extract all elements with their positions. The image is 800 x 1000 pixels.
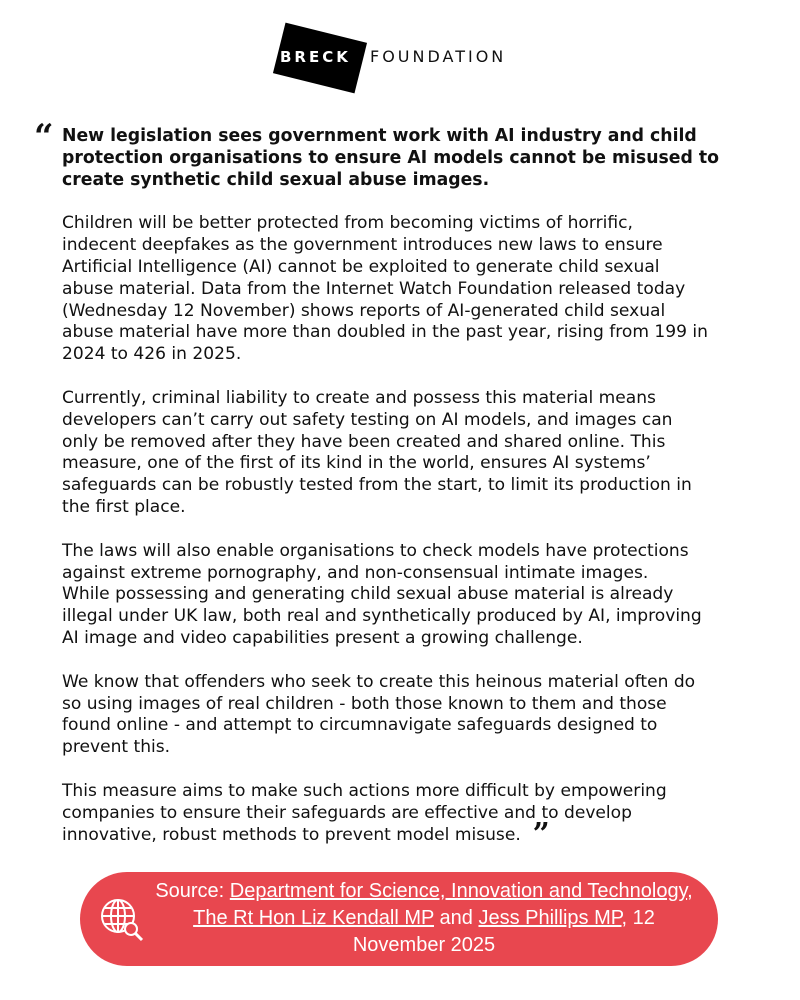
paragraph-line (62, 432, 767, 454)
paragraph-line (62, 497, 767, 519)
paragraph-line-text: developers can’t carry out safety testing on AI models, and images can (62, 409, 673, 430)
heading-line: New legislation sees government work with AI industry and child (62, 126, 697, 146)
paragraph-line (62, 388, 767, 410)
paragraph-line-text: safeguards can be robustly tested from the start, to limit its production in (62, 475, 692, 496)
source-date: , 12 November 2025 (352, 907, 655, 956)
paragraph-line-text: companies to ensure their safeguards are effective and to develop (62, 802, 632, 823)
paragraph (62, 388, 772, 519)
paragraph-line-text: illegal under UK law, both real and synthetically produced by AI, improving (62, 606, 702, 627)
article-body (62, 213, 772, 852)
paragraph-line (62, 803, 767, 825)
source-text (150, 878, 698, 959)
paragraph-line (62, 715, 767, 737)
heading-line: create synthetic child sexual abuse images. (62, 169, 490, 190)
paragraph-line (62, 816, 767, 852)
paragraph-line (62, 563, 767, 585)
article (62, 126, 772, 852)
paragraph-line (62, 344, 767, 366)
paragraph-line-text: only be removed after they have been created and shared online. This (62, 431, 666, 452)
paragraph-line (62, 781, 767, 803)
paragraph-line-text: innovative, robust methods to prevent model misuse. (62, 824, 521, 845)
source-separator: , (687, 880, 693, 902)
paragraph-line-text: AI image and video capabilities present a growing challenge. (62, 627, 583, 648)
source-banner (80, 872, 718, 966)
source-label: Source: (155, 880, 230, 902)
paragraph-line (62, 694, 767, 716)
paragraph-line (62, 606, 767, 628)
paragraph-line (62, 584, 767, 606)
paragraph-line-text: Currently, criminal liability to create and possess this material means (62, 387, 656, 408)
close-quote-icon: ” (532, 816, 550, 852)
paragraph-line-text: abuse material have more than doubled in the past year, rising from 199 in (62, 322, 708, 343)
paragraph (62, 780, 772, 852)
paragraph-line (62, 628, 767, 650)
paragraph-line (62, 737, 767, 759)
paragraph-line-text: abuse material. Data from the Internet Watch Foundation released today (62, 278, 686, 299)
paragraph-line-text: The laws will also enable organisations to check models have protections (62, 540, 689, 561)
paragraph-line (62, 672, 767, 694)
paragraph-line (62, 279, 767, 301)
paragraph-line (62, 475, 767, 497)
paragraph-line-text: so using images of real children - both those known to them and those (62, 693, 667, 714)
source-link-jess-phillips[interactable]: Jess Phillips MP (478, 907, 622, 929)
logo-breck-text: BRECK (280, 48, 351, 66)
paragraph (62, 541, 772, 650)
paragraph-line-text: found online - and attempt to circumnavigate safeguards designed to (62, 715, 658, 736)
paragraph (62, 213, 772, 366)
paragraph-line-text: We know that offenders who seek to create this heinous material often do (62, 671, 696, 692)
breck-foundation-logo (274, 26, 534, 90)
heading-line: protection organisations to ensure AI models cannot be misused to (62, 147, 719, 168)
source-separator: and (433, 907, 479, 929)
paragraph-line-text: measure, one of the first of its kind in the world, ensures AI systems’ (62, 453, 651, 474)
article-heading (62, 126, 772, 191)
paragraph-line (62, 301, 767, 323)
open-quote-icon: “ (34, 117, 54, 157)
paragraph-line (62, 235, 767, 257)
paragraph-line-text: against extreme pornography, and non-consensual intimate images. (62, 562, 649, 583)
globe-search-icon (98, 896, 146, 944)
paragraph-line (62, 410, 767, 432)
paragraph-line (62, 257, 767, 279)
paragraph-line (62, 322, 767, 344)
paragraph-line-text: prevent this. (62, 737, 171, 758)
paragraph-line-text: (Wednesday 12 November) shows reports of AI-generated child sexual (62, 300, 666, 321)
source-link-liz-kendall[interactable]: The Rt Hon Liz Kendall MP (193, 907, 434, 929)
paragraph (62, 672, 772, 759)
paragraph-line-text: 2024 to 426 in 2025. (62, 344, 242, 365)
paragraph-line-text: Artificial Intelligence (AI) cannot be exploited to generate child sexual (62, 256, 660, 277)
paragraph-line (62, 541, 767, 563)
paragraph-line (62, 213, 767, 235)
paragraph-line-text: the first place. (62, 496, 186, 517)
paragraph-line-text: This measure aims to make such actions more difficult by empowering (62, 780, 667, 801)
source-link-dsit[interactable]: Department for Science, Innovation and Technology (229, 880, 688, 902)
paragraph-line (62, 453, 767, 475)
paragraph-line-text: indecent deepfakes as the government introduces new laws to ensure (62, 235, 663, 256)
paragraph-line-text: Children will be better protected from becoming victims of horrific, (62, 213, 633, 234)
paragraph-line-text: While possessing and generating child sexual abuse material is already (62, 584, 674, 605)
logo-foundation-text: FOUNDATION (370, 47, 507, 66)
